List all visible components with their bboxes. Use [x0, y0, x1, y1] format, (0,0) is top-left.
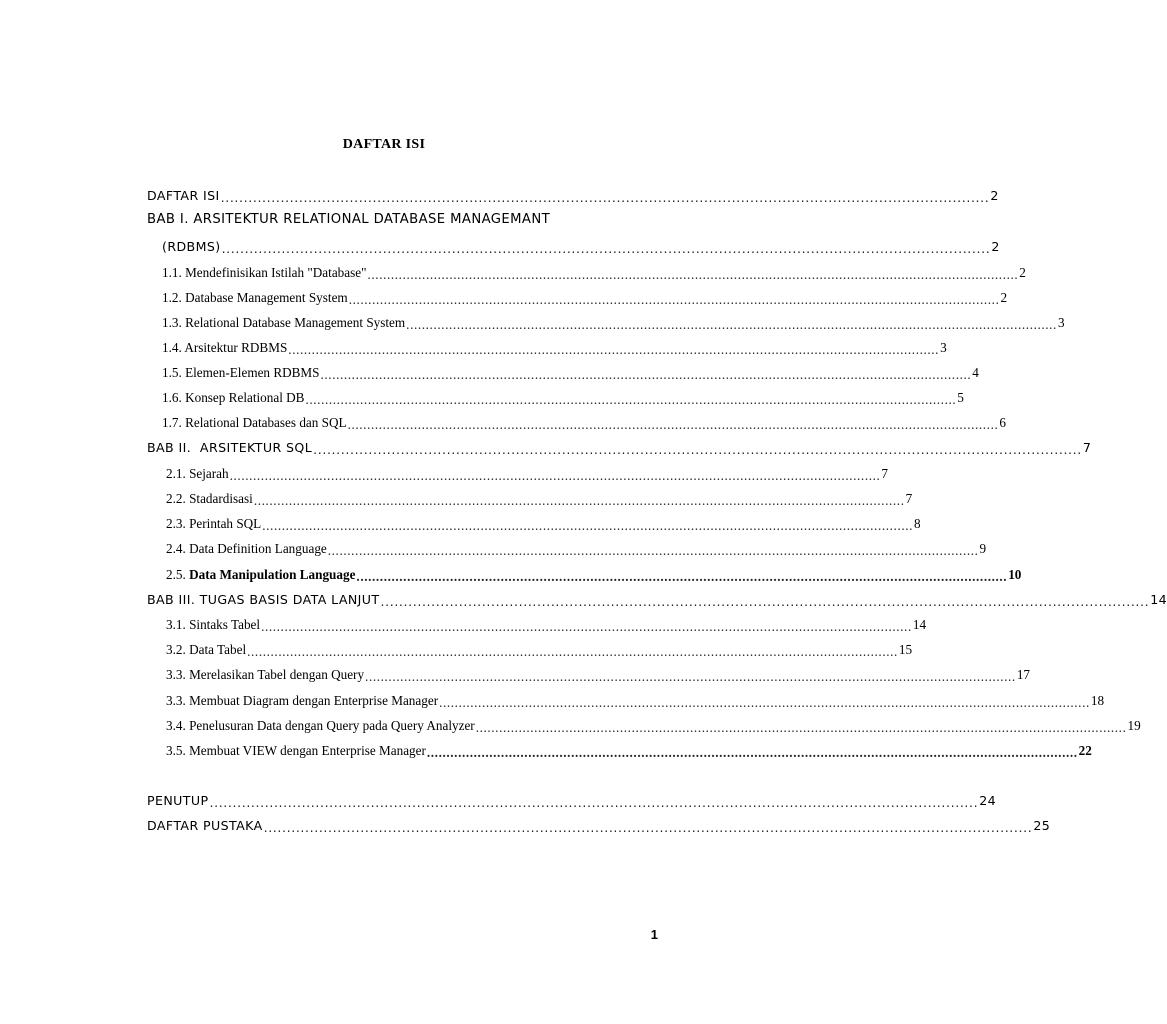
dot-leader: ....................................................................................................................................................................... — [209, 795, 979, 810]
toc-entry-page: 10 — [1008, 567, 1022, 582]
dot-leader: ....................................................................................................................................................................... — [367, 267, 1019, 282]
dot-leader: ....................................................................................................................................................................... — [320, 367, 972, 382]
toc-entry-page: 9 — [979, 541, 987, 556]
toc-entry-2-4 — [166, 538, 987, 558]
toc-entry-label: 3.3. Merelasikan Tabel dengan Query — [166, 667, 365, 682]
toc-entry-label: (RDBMS) — [162, 239, 221, 254]
toc-entry-3-4 — [166, 715, 1141, 735]
toc-entry-1-7 — [162, 412, 1006, 432]
dot-leader: ....................................................................................................................................................................... — [327, 543, 979, 558]
toc-entry-daftar-pustaka — [147, 815, 1051, 835]
dot-leader: ....................................................................................................................................................................... — [220, 190, 990, 205]
dot-leader: ....................................................................................................................................................................... — [262, 518, 914, 533]
toc-entry-page: 24 — [979, 793, 997, 808]
toc-entry-2-5 — [166, 564, 1022, 584]
toc-entry-3-1 — [166, 614, 927, 634]
dot-leader: ....................................................................................................................................................................... — [288, 342, 940, 357]
toc-entry-label: 1.3. Relational Database Management System — [162, 315, 406, 330]
dot-leader: ....................................................................................................................................................................... — [475, 720, 1127, 735]
toc-entry-page: 14 — [1150, 592, 1167, 607]
toc-entry-label: 1.1. Mendefinisikan Istilah "Database" — [162, 265, 367, 280]
toc-entry-label: 1.4. Arsitektur RDBMS — [162, 340, 288, 355]
toc-entry-2-3 — [166, 513, 921, 533]
dot-leader: ....................................................................................................................................................................... — [439, 695, 1090, 710]
dot-leader: ....................................................................................................................................................................... — [263, 820, 1033, 835]
toc-entry-3-3-query — [166, 664, 1031, 684]
toc-entry-daftar-isi — [147, 185, 999, 205]
toc-entry-page: 2 — [1019, 265, 1026, 280]
toc-entry-page: 2 — [991, 239, 1000, 254]
toc-entry-page: 2 — [1000, 290, 1008, 305]
toc-entry-page: 19 — [1127, 718, 1141, 733]
toc-entry-label: 3.4. Penelusuran Data dengan Query pada Query Analyzer — [166, 718, 475, 733]
dot-leader: ....................................................................................................................................................................... — [247, 644, 898, 659]
toc-entry-label: 1.7. Relational Databases dan SQL — [162, 415, 347, 430]
dot-leader: ....................................................................................................................................................................... — [261, 619, 912, 634]
toc-entry-page: 18 — [1090, 693, 1105, 708]
toc-entry-page: 25 — [1033, 818, 1051, 833]
toc-entry-label: 2.3. Perintah SQL — [166, 516, 262, 531]
dot-leader: ....................................................................................................................................................................... — [313, 442, 1082, 457]
dot-leader: ....................................................................................................................................................................... — [365, 669, 1016, 684]
toc-entry-1-3 — [162, 312, 1065, 332]
toc-entry-page: 7 — [1082, 440, 1092, 455]
dot-leader: ....................................................................................................................................................................... — [221, 241, 991, 256]
toc-entry-label: 3.2. Data Tabel — [166, 642, 247, 657]
dot-leader: ....................................................................................................................................................................... — [348, 292, 1000, 307]
dot-leader: ....................................................................................................................................................................... — [229, 468, 881, 483]
toc-entry-page: 6 — [999, 415, 1006, 430]
toc-entry-1-5 — [162, 362, 979, 382]
dot-leader: ....................................................................................................................................................................... — [356, 569, 1008, 584]
toc-entry-page: 14 — [912, 617, 927, 632]
toc-entry-2-2 — [166, 488, 913, 508]
toc-entry-page: 7 — [905, 491, 913, 506]
toc-entry-label-prefix: 2.5. — [166, 567, 190, 582]
toc-entry-1-6 — [162, 387, 964, 407]
toc-entry-label: 1.5. Elemen-Elemen RDBMS — [162, 365, 320, 380]
toc-entry-3-2 — [166, 639, 913, 659]
toc-entry-page: 8 — [914, 516, 921, 531]
toc-entry-page: 15 — [898, 642, 913, 657]
dot-leader: ....................................................................................................................................................................... — [406, 317, 1057, 332]
toc-entry-bab-1-heading: BAB I. ARSITEKTUR RELATIONAL DATABASE MANAGEMANT — [147, 212, 551, 227]
toc-entry-page: 5 — [957, 390, 964, 405]
dot-leader: ....................................................................................................................................................................... — [347, 417, 999, 432]
toc-entry-3-3-diagram — [166, 690, 1105, 710]
toc-entry-label: PENUTUP — [147, 793, 209, 808]
toc-entry-page: 7 — [881, 466, 888, 481]
toc-entry-label: 2.4. Data Definition Language — [166, 541, 327, 556]
toc-entry-1-1 — [162, 262, 1026, 282]
toc-entry-page: 22 — [1078, 743, 1092, 758]
toc-entry-bab-3 — [147, 589, 1167, 609]
dot-leader: ....................................................................................................................................................................... — [380, 594, 1150, 609]
toc-entry-bab-2 — [147, 437, 1092, 457]
toc-entry-label: 1.6. Konsep Relational DB — [162, 390, 305, 405]
toc-entry-label: BAB III. TUGAS BASIS DATA LANJUT — [147, 592, 380, 607]
toc-entry-label: DAFTAR PUSTAKA — [147, 818, 263, 833]
dot-leader: ....................................................................................................................................................................... — [426, 745, 1078, 760]
dot-leader: ....................................................................................................................................................................... — [305, 392, 957, 407]
toc-entry-page: 2 — [990, 188, 999, 203]
toc-entry-label: 3.5. Membuat VIEW dengan Enterprise Manager — [166, 743, 426, 758]
page-title: DAFTAR ISI — [342, 137, 426, 152]
dot-leader: ....................................................................................................................................................................... — [253, 493, 905, 508]
toc-entry-page: 4 — [972, 365, 979, 380]
toc-entry-page: 3 — [1057, 315, 1065, 330]
toc-entry-label: 3.1. Sintaks Tabel — [166, 617, 261, 632]
toc-entry-label: BAB II. ARSITEKTUR SQL — [147, 440, 313, 455]
toc-entry-page: 3 — [940, 340, 947, 355]
toc-entry-label: 1.2. Database Management System — [162, 290, 348, 305]
toc-entry-label: 2.2. Stadardisasi — [166, 491, 253, 506]
toc-entry-2-1 — [166, 463, 888, 483]
toc-entry-label: 2.1. Sejarah — [166, 466, 229, 481]
toc-entry-penutup — [147, 790, 997, 810]
toc-entry-3-5 — [166, 740, 1092, 760]
toc-entry-label: DAFTAR ISI — [147, 188, 220, 203]
toc-entry-1-2 — [162, 287, 1008, 307]
toc-entry-1-4 — [162, 337, 947, 357]
toc-entry-label: 3.3. Membuat Diagram dengan Enterprise Manager — [166, 693, 439, 708]
page-number: 1 — [650, 927, 658, 942]
toc-entry-label: Data Manipulation Language — [189, 567, 356, 582]
toc-entry-rdbms — [162, 236, 1000, 256]
toc-entry-page: 17 — [1016, 667, 1031, 682]
